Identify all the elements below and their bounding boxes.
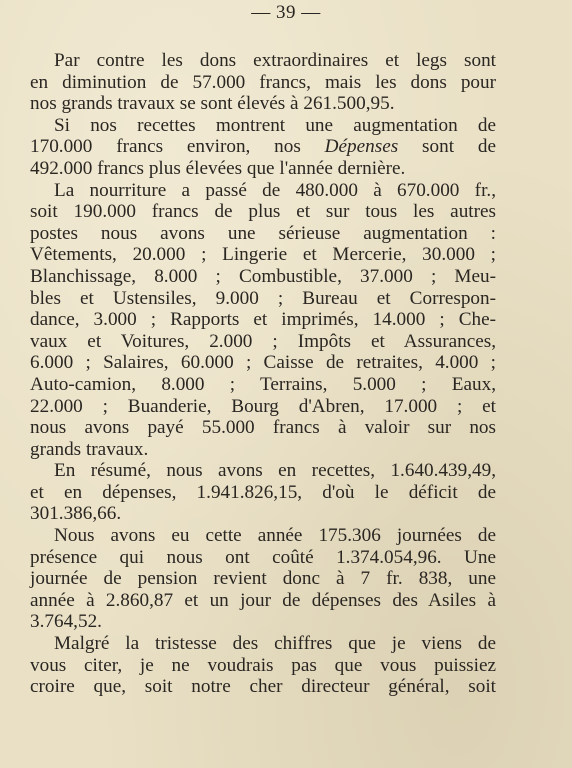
text-line: grands travaux.: [30, 438, 149, 460]
text-line: et en dépenses, 1.941.826,15, d'où le déficit de: [30, 481, 496, 503]
body-text: [30, 50, 496, 698]
paragraph-resume: [30, 460, 496, 525]
text-line: année à 2.860,87 et un jour de dépenses des Asiles à: [30, 589, 496, 611]
text-line: Blanchissage, 8.000 ; Combustible, 37.000 ; Meu-: [30, 265, 496, 287]
text-line: Malgré la tristesse des chiffres que je viens de: [54, 633, 496, 655]
text-line: 170.000 francs environ, nos Dépenses sont de: [30, 136, 496, 158]
text-line: Vêtements, 20.000 ; Lingerie et Mercerie, 30.000 ;: [30, 244, 496, 266]
text-line: vaux et Voitures, 2.000 ; Impôts et Assurances,: [30, 330, 496, 352]
text-line: soit 190.000 francs de plus et sur tous les autres: [30, 201, 496, 223]
paragraph-recettes: [30, 115, 496, 180]
paragraph-journees: [30, 525, 496, 633]
text-line: 22.000 ; Buanderie, Bourg d'Abren, 17.000 ; et: [30, 395, 496, 417]
text-line: croire que, soit notre cher directeur général, soit: [30, 676, 496, 698]
emphasized-word: Dépenses: [324, 136, 399, 158]
text-line: postes nous avons une sérieuse augmentation :: [30, 222, 496, 244]
text-line: La nourriture a passé de 480.000 à 670.000 fr.,: [54, 179, 496, 201]
text-line: Si nos recettes montrent une augmentation de: [54, 114, 496, 136]
text-line: dance, 3.000 ; Rapports et imprimés, 14.000 ; Che-: [30, 309, 496, 331]
text-line: en diminution de 57.000 francs, mais les dons pour: [30, 71, 496, 93]
text-line: Nous avons eu cette année 175.306 journées de: [54, 525, 496, 547]
text-line: 492.000 francs plus élevées que l'année dernière.: [30, 157, 406, 179]
paragraph-tristesse: [30, 633, 496, 698]
text-line: En résumé, nous avons en recettes, 1.640.439,49,: [54, 460, 496, 482]
text-line: bles et Ustensiles, 9.000 ; Bureau et Correspon-: [30, 287, 496, 309]
paragraph-dons: [30, 50, 496, 115]
paragraph-nourriture: [30, 180, 496, 461]
text-line: 301.386,66.: [30, 503, 122, 525]
text-line: vous citer, je ne voudrais pas que vous puissiez: [30, 654, 496, 676]
text-line: Par contre les dons extraordinaires et legs sont: [54, 50, 496, 71]
page-number: — 39 —: [251, 2, 321, 23]
text-line: nos grands travaux se sont élevés à 261.500,95.: [30, 93, 395, 115]
text-line: 6.000 ; Salaires, 60.000 ; Caisse de retraites, 4.000 ;: [30, 352, 496, 374]
text-line: 3.764,52.: [30, 611, 102, 633]
text-line: nous avons payé 55.000 francs à valoir sur nos: [30, 417, 496, 439]
text-line: journée de pension revient donc à 7 fr. 838, une: [30, 568, 496, 590]
text-line: Auto-camion, 8.000 ; Terrains, 5.000 ; Eaux,: [30, 373, 496, 395]
text-line: présence qui nous ont coûté 1.374.054,96. Une: [30, 546, 496, 568]
